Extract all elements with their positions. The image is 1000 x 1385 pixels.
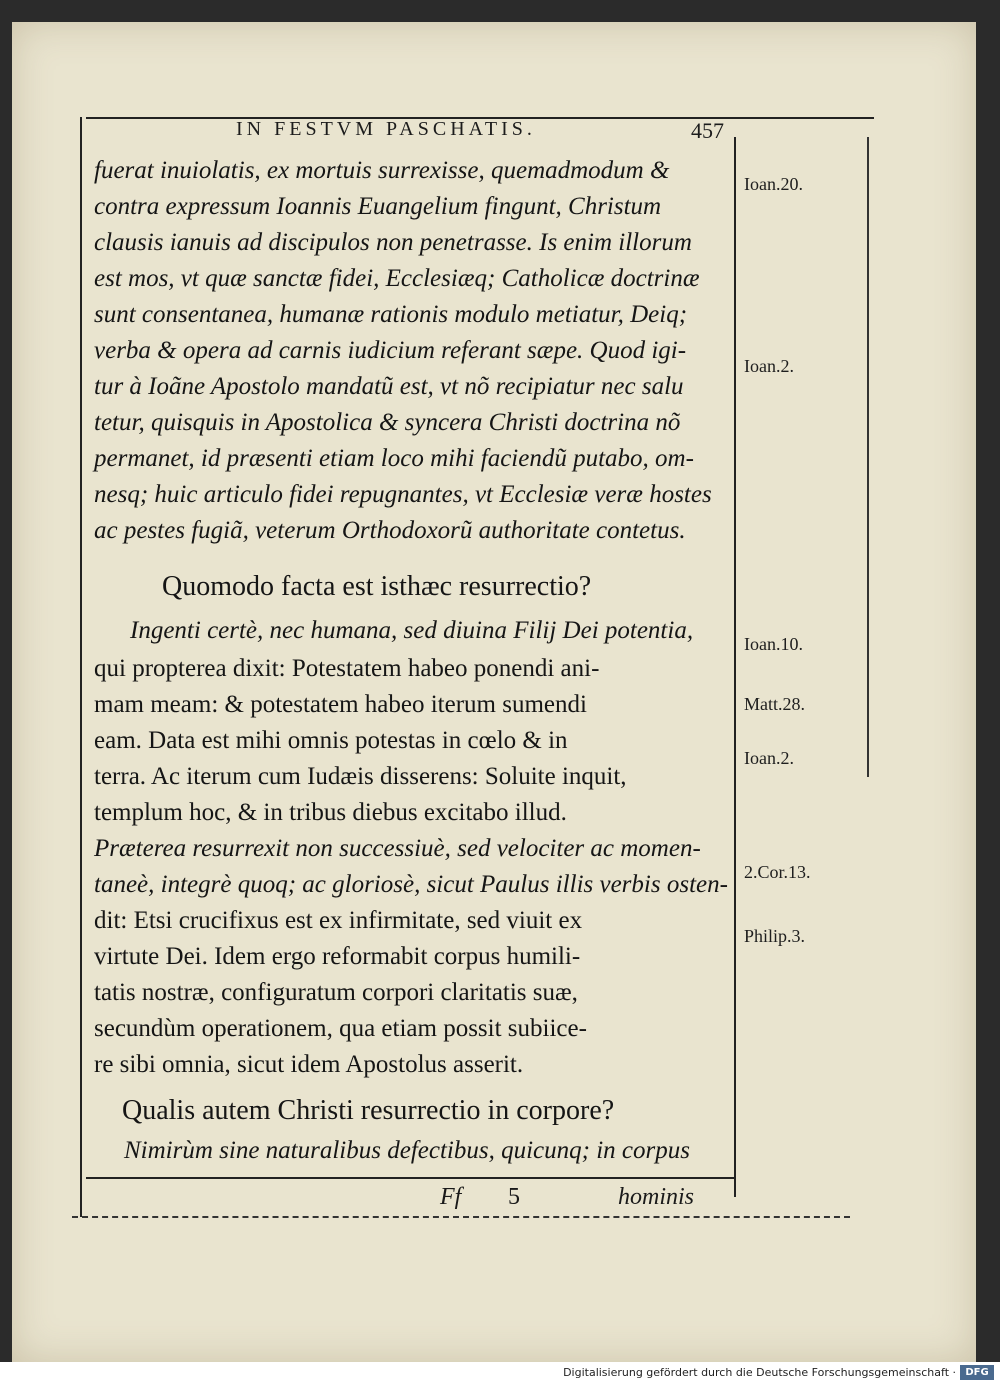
digitization-footer	[0, 1362, 1000, 1385]
text-line: tur à Ioãne Apostolo mandatũ est, vt nõ recipiatur nec salu	[94, 373, 684, 400]
text-line: Ingenti certè, nec humana, sed diuina Filij Dei potentia,	[130, 617, 694, 644]
text-line: verba & opera ad carnis iudicium referant sæpe. Quod igi-	[94, 337, 687, 364]
text-line: nesq; huic articulo fidei repugnantes, vt Ecclesiæ veræ hostes	[94, 481, 712, 508]
text-line: clausis ianuis ad discipulos non penetrasse. Is enim illorum	[94, 229, 692, 256]
page-header	[86, 118, 734, 148]
margin-note: Matt.28.	[744, 694, 805, 714]
text-line: templum hoc, & in tribus diebus excitabo illud.	[94, 799, 567, 826]
book-page	[12, 22, 976, 1362]
text-line: Nimirùm sine naturalibus defectibus, quicunq; in corpus	[124, 1137, 690, 1164]
section-question: Quomodo facta est isthæc resurrectio?	[162, 571, 592, 602]
frame-rule-right	[734, 137, 736, 1197]
text-line: taneè, integrè quoq; ac gloriosè, sicut Paulus illis verbis osten-	[94, 871, 728, 898]
margin-note: 2.Cor.13.	[744, 862, 811, 882]
text-line: tatis nostræ, configuratum corpori claritatis suæ,	[94, 979, 578, 1006]
frame-rule-bottom	[86, 1177, 734, 1179]
frame-rule-left	[80, 117, 82, 1217]
catchword: hominis	[618, 1184, 695, 1210]
text-line: tetur, quisquis in Apostolica & syncera Christi doctrina nõ	[94, 409, 681, 436]
margin-rule	[867, 137, 869, 777]
margin-note: Ioan.10.	[744, 634, 803, 654]
signature-number: 5	[508, 1184, 520, 1210]
signature-mark: Ff	[440, 1184, 462, 1210]
margin-note: Ioan.2.	[744, 356, 794, 376]
text-line: sunt consentanea, humanæ rationis modulo metiatur, Deiq;	[94, 301, 688, 328]
text-line: mam meam: & potestatem habeo iterum sumendi	[94, 691, 587, 718]
section-question: Qualis autem Christi resurrectio in corpore?	[122, 1095, 615, 1126]
margin-note: Philip.3.	[744, 926, 806, 946]
text-line: Præterea resurrexit non successiuè, sed velociter ac momen-	[94, 835, 701, 862]
text-line: ac pestes fugiã, veterum Orthodoxorũ authoritate contetus.	[94, 517, 686, 544]
text-line: dit: Etsi crucifixus est ex infirmitate, sed viuit ex	[94, 907, 583, 934]
digitization-notice: Digitalisierung gefördert durch die Deutsche Forschungsgemeinschaft ·	[563, 1366, 956, 1379]
text-line: eam. Data est mihi omnis potestas in cœlo & in	[94, 727, 568, 754]
page-number: 457	[691, 118, 724, 143]
text-line: est mos, vt quæ sanctæ fidei, Ecclesiæq; Catholicæ doctrinæ	[94, 265, 700, 292]
text-line: virtute Dei. Idem ergo reformabit corpus humili-	[94, 943, 581, 970]
margin-note: Ioan.2.	[744, 748, 794, 768]
frame-rule-dashed	[72, 1216, 850, 1218]
text-line: secundùm operationem, qua etiam possit subiice-	[94, 1015, 587, 1042]
text-line: terra. Ac iterum cum Iudæis disserens: Soluite inquit,	[94, 763, 627, 790]
margin-note: Ioan.20.	[744, 174, 803, 194]
text-line: re sibi omnia, sicut idem Apostolus asserit.	[94, 1051, 524, 1078]
text-line: permanet, id præsenti etiam loco mihi faciendũ putabo, om-	[94, 445, 694, 472]
text-line: fuerat inuiolatis, ex mortuis surrexisse, quemadmodum &	[94, 157, 670, 184]
text-line: qui propterea dixit: Potestatem habeo ponendi ani-	[94, 655, 600, 682]
text-line: contra expressum Ioannis Euangelium fingunt, Christum	[94, 193, 662, 220]
running-head: IN FESTVM PASCHATIS.	[236, 118, 536, 140]
dfg-logo-icon[interactable]: DFG	[960, 1365, 994, 1380]
